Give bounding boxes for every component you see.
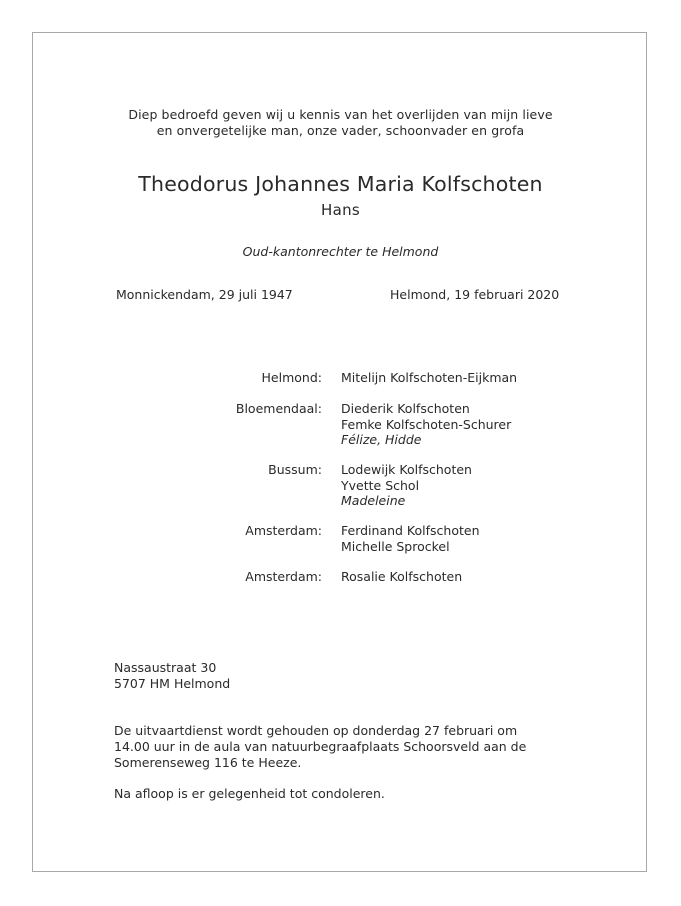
family-names [341,401,511,448]
intro-line: en onvergetelijke man, onze vader, schoonvader en grofa [156,123,525,138]
family-member: Yvette Schol [341,477,420,493]
address [114,660,230,692]
service-line: De uitvaartdienst wordt gehouden op donderdag 27 februari om [114,723,518,738]
family-place: Amsterdam: [245,523,322,538]
family-member: Michelle Sprockel [341,538,450,554]
family-member: Femke Kolfschoten-Schurer [341,416,512,432]
service-info [114,723,526,771]
grandchildren: Madeleine [341,493,406,508]
intro-line: Diep bedroefd geven wij u kennis van het overlijden van mijn lieve [128,107,553,122]
family-place: Helmond: [261,370,322,385]
deceased-nickname: Hans [321,201,360,219]
family-names [341,523,480,554]
address-street: Nassaustraat 30 [114,660,217,675]
address-city: 5707 HM Helmond [114,676,231,691]
condolence-note: Na afloop is er gelegenheid tot condoleren. [114,786,385,801]
family-member: Lodewijk Kolfschoten [341,462,472,477]
family-place: Bussum: [268,462,322,477]
family-place: Amsterdam: [245,569,322,584]
family-place: Bloemendaal: [235,401,322,416]
family-names [341,370,517,386]
family-names [341,462,472,509]
grandchildren: Félize, Hidde [341,432,422,447]
family-member: Diederik Kolfschoten [341,401,470,416]
family-member: Rosalie Kolfschoten [341,569,463,584]
birth-place-date: Monnickendam, 29 juli 1947 [116,287,293,302]
deceased-full-name: Theodorus Johannes Maria Kolfschoten [138,172,543,196]
family-member: Mitelijn Kolfschoten-Eijkman [341,370,518,385]
family-member: Ferdinand Kolfschoten [341,523,480,538]
service-line: Somerenseweg 116 te Heeze. [114,755,302,770]
death-place-date: Helmond, 19 februari 2020 [390,287,560,302]
service-line: 14.00 uur in de aula van natuurbegraafplaats Schoorsveld aan de [114,739,527,754]
family-names [341,569,462,585]
intro-text [0,107,681,139]
deceased-title: Oud-kantonrechter te Helmond [242,244,439,259]
